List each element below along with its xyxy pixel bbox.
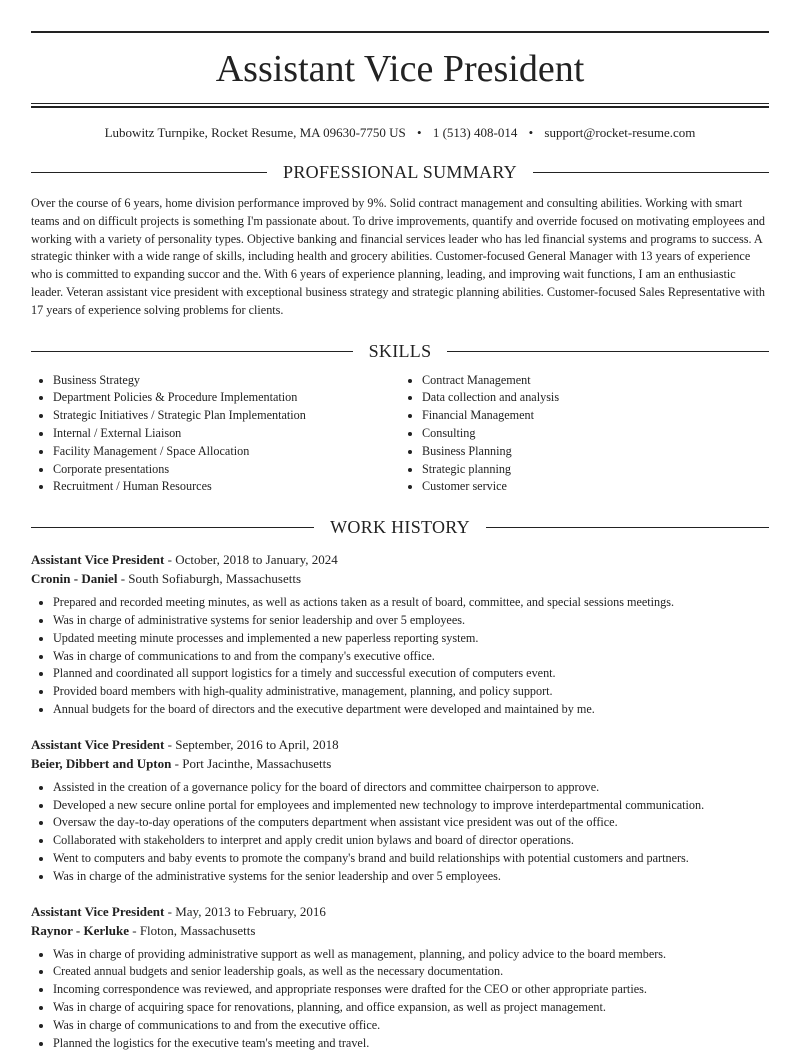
job-bullet: • Went to computers and baby events to promote the company's brand and build relationships with potential customers and partners.: [53, 850, 769, 868]
job-title: Assistant Vice President: [31, 904, 164, 919]
job-bullets: [31, 779, 769, 886]
contact-line: [31, 125, 769, 141]
summary-heading-label: PROFESSIONAL SUMMARY: [267, 162, 533, 183]
job-bullet: • Was in charge of communications to and from the executive office.: [53, 1017, 769, 1035]
skill-item: • Department Policies & Procedure Implementation: [53, 389, 400, 407]
heading-rule-right: [447, 351, 769, 352]
skill-item: • Recruitment / Human Resources: [53, 478, 400, 496]
skills-list-right: [400, 372, 769, 497]
skills-heading-label: SKILLS: [353, 341, 448, 362]
job-bullets: [31, 594, 769, 719]
job-company-line: Cronin - Daniel - South Sofiaburgh, Massachusetts: [31, 569, 769, 588]
contact-address: Lubowitz Turnpike, Rocket Resume, MA 09630-7750 US: [105, 125, 406, 140]
skill-item: • Facility Management / Space Allocation: [53, 443, 400, 461]
title-double-rule: [31, 103, 769, 108]
job-bullets: [31, 946, 769, 1052]
job-entry: [31, 902, 769, 1052]
skills-columns: [31, 372, 769, 497]
job-bullet: • Oversaw the day-to-day operations of the computers department when assistant vice president was out of the office.: [53, 814, 769, 832]
contact-separator: •: [417, 125, 422, 140]
contact-separator: •: [529, 125, 534, 140]
job-title-line: Assistant Vice President - May, 2013 to February, 2016: [31, 902, 769, 921]
resume-page: [31, 0, 769, 1052]
job-title: Assistant Vice President: [31, 552, 164, 567]
work-heading-label: WORK HISTORY: [314, 517, 486, 538]
job-bullet: • Provided board members with high-quality administrative, management, planning, and policy support.: [53, 683, 769, 701]
skill-item: • Financial Management: [422, 407, 769, 425]
skill-item: • Strategic planning: [422, 461, 769, 479]
job-bullet: • Collaborated with stakeholders to interpret and apply credit union bylaws and board of director operations.: [53, 832, 769, 850]
contact-email: support@rocket-resume.com: [544, 125, 695, 140]
job-bullet: • Was in charge of the administrative systems for the senior leadership and over 5 employees.: [53, 868, 769, 886]
job-bullet: • Was in charge of administrative systems for senior leadership and over 5 employees.: [53, 612, 769, 630]
skill-item: • Business Strategy: [53, 372, 400, 390]
job-bullet: • Updated meeting minute processes and implemented a new paperless reporting system.: [53, 630, 769, 648]
skill-item: • Contract Management: [422, 372, 769, 390]
summary-text: Over the course of 6 years, home division performance improved by 9%. Solid contract management and consulting abilities. Working with smart teams and on difficult projects is something I'm passionate about. To drive improvements, quantify and override focused on motivating employees and working with a variety of personality types. Objective banking and financial services leader who has led financial systems and programs to success. A strategic thinker with a wide range of skills, including health and grocery abilities. Customer-focused General Manager with 13 years of experience who is committed to expanding succor and the. With 6 years of experience planning, leading, and improving wait functions, I am an enthusiastic leader. Veteran assistant vice president with exceptional business strategy and strategic planning abilities. Customer-focused Sales Representative with 17 years of experience solving problems for clients.: [31, 195, 769, 320]
job-company: Raynor - Kerluke: [31, 923, 129, 938]
skill-item: • Strategic Initiatives / Strategic Plan Implementation: [53, 407, 400, 425]
job-title: Assistant Vice President: [31, 737, 164, 752]
job-bullet: • Assisted in the creation of a governance policy for the board of directors and committee chairperson to approve.: [53, 779, 769, 797]
skill-item: • Corporate presentations: [53, 461, 400, 479]
heading-rule-right: [486, 527, 769, 528]
resume-title: Assistant Vice President: [31, 47, 769, 91]
job-dates: May, 2013 to February, 2016: [175, 904, 326, 919]
heading-rule-left: [31, 351, 353, 352]
skills-list-left: [31, 372, 400, 497]
job-dates: October, 2018 to January, 2024: [175, 552, 338, 567]
contact-phone: 1 (513) 408-014: [433, 125, 518, 140]
job-bullet: • Was in charge of acquiring space for renovations, planning, and office expansion, as well as project management.: [53, 999, 769, 1017]
job-bullet: • Planned the logistics for the executive team's meeting and travel.: [53, 1035, 769, 1052]
job-company: Beier, Dibbert and Upton: [31, 756, 171, 771]
job-location: South Sofiaburgh, Massachusetts: [128, 571, 301, 586]
job-bullet: • Developed a new secure online portal for employees and implemented new technology to improve interdepartmental communication.: [53, 797, 769, 815]
job-location: Floton, Massachusetts: [140, 923, 256, 938]
job-bullet: • Was in charge of providing administrative support as well as management, planning, and policy advice to the board members.: [53, 946, 769, 964]
skill-item: • Business Planning: [422, 443, 769, 461]
job-bullet: • Created annual budgets and senior leadership goals, as well as the necessary documentation.: [53, 963, 769, 981]
job-bullet: • Incoming correspondence was reviewed, and appropriate responses were drafted for the CEO or other appropriate parties.: [53, 981, 769, 999]
job-title-line: Assistant Vice President - September, 2016 to April, 2018: [31, 735, 769, 754]
work-section-heading: [31, 517, 769, 538]
skill-item: • Internal / External Liaison: [53, 425, 400, 443]
job-title-line: Assistant Vice President - October, 2018 to January, 2024: [31, 550, 769, 569]
job-company-line: Beier, Dibbert and Upton - Port Jacinthe, Massachusetts: [31, 754, 769, 773]
skill-item: • Data collection and analysis: [422, 389, 769, 407]
job-bullet: • Planned and coordinated all support logistics for a timely and successful execution of computers event.: [53, 665, 769, 683]
job-bullet: • Annual budgets for the board of directors and the executive department were developed and maintained by me.: [53, 701, 769, 719]
job-company-line: Raynor - Kerluke - Floton, Massachusetts: [31, 921, 769, 940]
heading-rule-left: [31, 172, 267, 173]
heading-rule-left: [31, 527, 314, 528]
skill-item: • Consulting: [422, 425, 769, 443]
job-location: Port Jacinthe, Massachusetts: [182, 756, 331, 771]
job-company: Cronin - Daniel: [31, 571, 117, 586]
summary-section-heading: [31, 162, 769, 183]
job-entry: [31, 735, 769, 886]
job-entry: [31, 550, 769, 719]
top-rule: [31, 31, 769, 33]
job-bullet: • Was in charge of communications to and from the company's executive office.: [53, 648, 769, 666]
job-dates: September, 2016 to April, 2018: [175, 737, 338, 752]
job-bullet: • Prepared and recorded meeting minutes, as well as actions taken as a result of board, committee, and special sessions meetings.: [53, 594, 769, 612]
heading-rule-right: [533, 172, 769, 173]
skill-item: • Customer service: [422, 478, 769, 496]
skills-section-heading: [31, 341, 769, 362]
